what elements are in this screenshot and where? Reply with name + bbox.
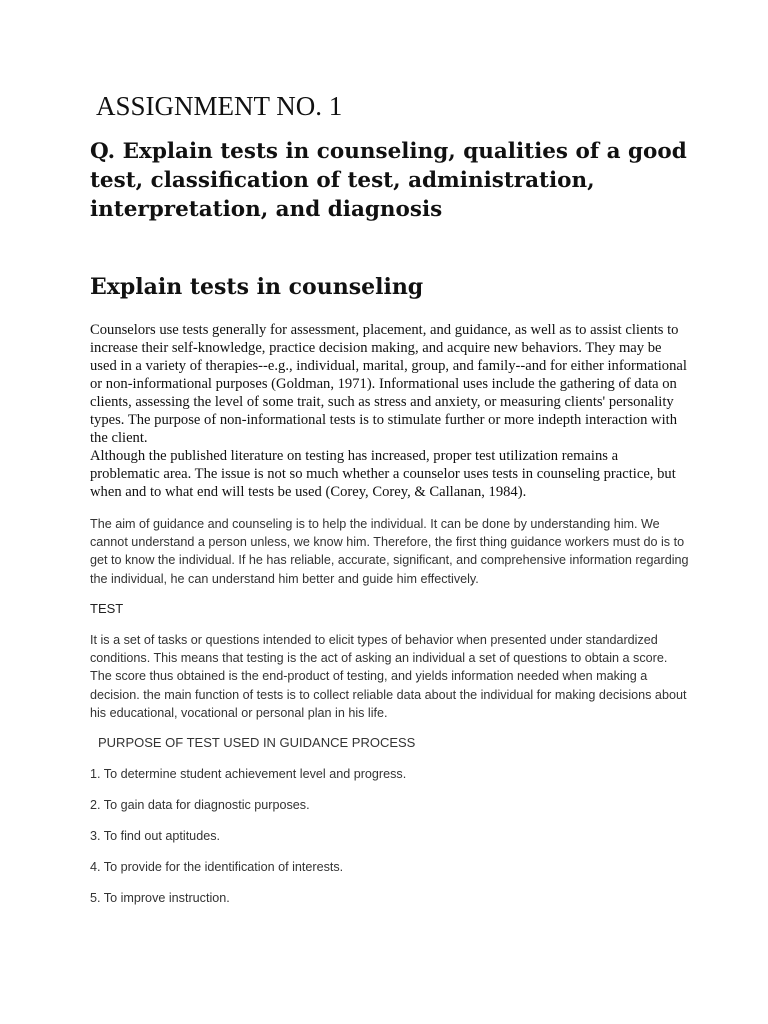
purpose-item-3: 3. To find out aptitudes. <box>90 829 220 843</box>
paragraph-aim-of-guidance: The aim of guidance and counseling is to help the individual. It can be done by understanding him. We cannot understand a person unless, we know him. Therefore, the first thing guidance workers must do is to get to know the individual. If he has reliable, accurate, significant, and comprehensive information regarding the individual, he can understand him better and guide him effectively. <box>90 517 689 586</box>
purpose-item-4: 4. To provide for the identification of interests. <box>90 860 344 874</box>
paragraph-counselors-use-tests: Counselors use tests generally for assessment, placement, and guidance, as well as to assist clients to increase their self-knowledge, practice decision making, and acquire new behaviors. They may be used in a variety of therapies--e.g., individual, marital, group, and family--and for either informational or non-informational purposes (Goldman, 1971). Informational uses include the gathering of data on clients, assessing the level of some trait, such as stress and anxiety, or measuring clients' personality types. The purpose of non-informational tests is to stimulate further or more indepth interaction with the client. <box>90 322 687 446</box>
purpose-heading: PURPOSE OF TEST USED IN GUIDANCE PROCESS <box>98 735 416 750</box>
purpose-item-1: 1. To determine student achievement level and progress. <box>90 767 407 781</box>
question-heading: Q. Explain tests in counseling, qualities of a good test, classification of test, administration, interpretation, and diagnosis <box>90 139 687 222</box>
assignment-title: ASSIGNMENT NO. 1 <box>96 91 343 121</box>
test-heading: TEST <box>90 601 124 616</box>
purpose-item-2: 2. To gain data for diagnostic purposes. <box>90 798 310 812</box>
purpose-item-5: 5. To improve instruction. <box>90 891 230 905</box>
paragraph-test-definition: It is a set of tasks or questions intended to elicit types of behavior when presented under standardized conditions. This means that testing is the act of asking an individual a set of questions to obtain a score. The score thus obtained is the end-product of testing, and yields information needed when making a decision. the main function of tests is to collect reliable data about the individual for making decisions about his educational, vocational or personal plan in his life. <box>90 633 687 720</box>
section-heading: Explain tests in counseling <box>90 274 424 300</box>
paragraph-published-literature: Although the published literature on testing has increased, proper test utilization remains a problematic area. The issue is not so much whether a counselor uses tests in counseling practice, but when and to what end will tests be used (Corey, Corey, & Callanan, 1984). <box>90 448 676 500</box>
